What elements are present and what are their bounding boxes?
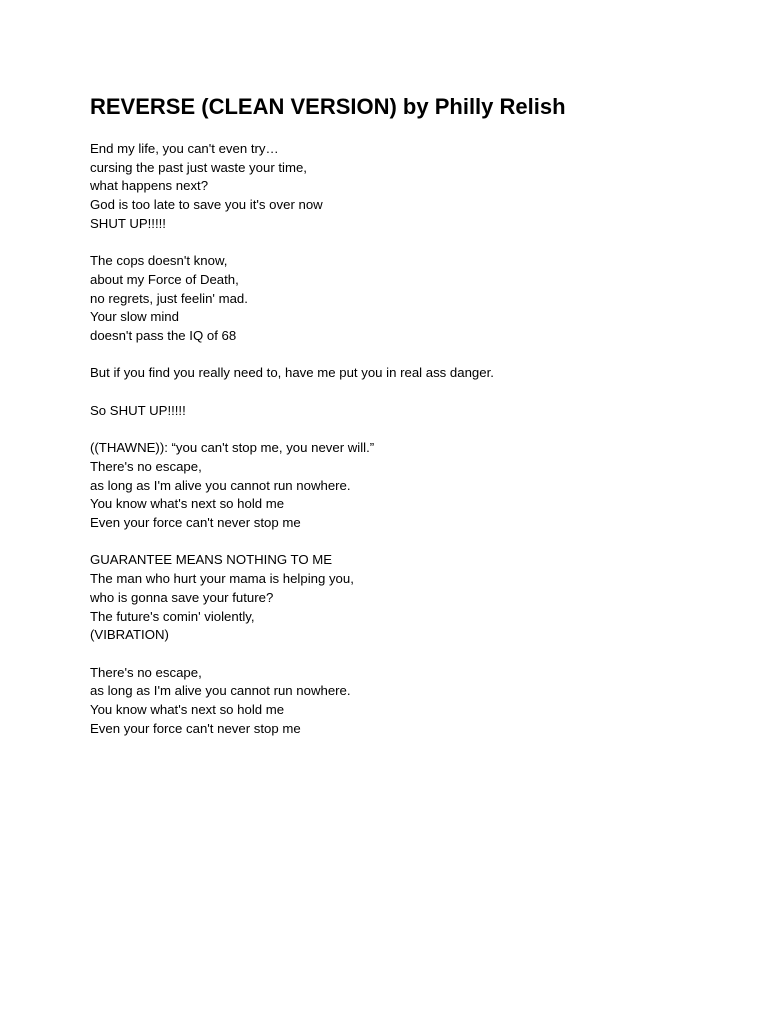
lyric-line: Even your force can't never stop me [90, 720, 301, 736]
lyric-line: So SHUT UP!!!!! [90, 402, 186, 418]
lyric-line: GUARANTEE MEANS NOTHING TO ME [90, 552, 333, 568]
document-title: REVERSE (CLEAN VERSION) by Philly Relish [90, 94, 566, 119]
lyric-line: The cops doesn't know, [90, 253, 228, 269]
stanza [90, 140, 710, 234]
lyric-line: The future's comin' violently, [90, 608, 255, 624]
lyric-line: as long as I'm alive you cannot run nowhere. [90, 683, 351, 699]
stanza [90, 252, 710, 346]
lyric-line: End my life, you can't even try… [90, 141, 279, 156]
stanza [90, 402, 710, 421]
lyric-line: no regrets, just feelin' mad. [90, 290, 248, 306]
lyric-line: You know what's next so hold me [90, 702, 285, 717]
stanza [90, 439, 710, 533]
lyric-line: cursing the past just waste your time, [90, 159, 307, 175]
lyric-line: There's no escape, [90, 664, 202, 680]
lyric-line: You know what's next so hold me [90, 496, 285, 512]
lyric-line: There's no escape, [90, 458, 202, 474]
lyric-line: who is gonna save your future? [90, 589, 274, 605]
lyric-line: about my Force of Death, [90, 271, 239, 287]
lyric-line: as long as I'm alive you cannot run nowhere. [90, 477, 351, 493]
lyric-line: doesn't pass the IQ of 68 [90, 328, 237, 344]
stanza [90, 551, 710, 645]
lyric-line: Your slow mind [90, 309, 179, 325]
lyric-line: God is too late to save you it's over now [90, 197, 323, 213]
lyric-line: ((THAWNE)): “you can't stop me, you never will.” [90, 440, 375, 456]
lyric-line: The man who hurt your mama is helping you, [90, 571, 354, 587]
lyric-line: Even your force can't never stop me [90, 515, 301, 530]
lyric-line: what happens next? [90, 178, 209, 194]
stanza [90, 364, 710, 383]
lyric-line: SHUT UP!!!!! [90, 215, 166, 231]
stanza [90, 664, 710, 739]
lyric-line: (VIBRATION) [90, 627, 169, 643]
lyric-line: But if you find you really need to, have me put you in real ass danger. [90, 365, 494, 381]
lyrics-body [90, 140, 710, 757]
